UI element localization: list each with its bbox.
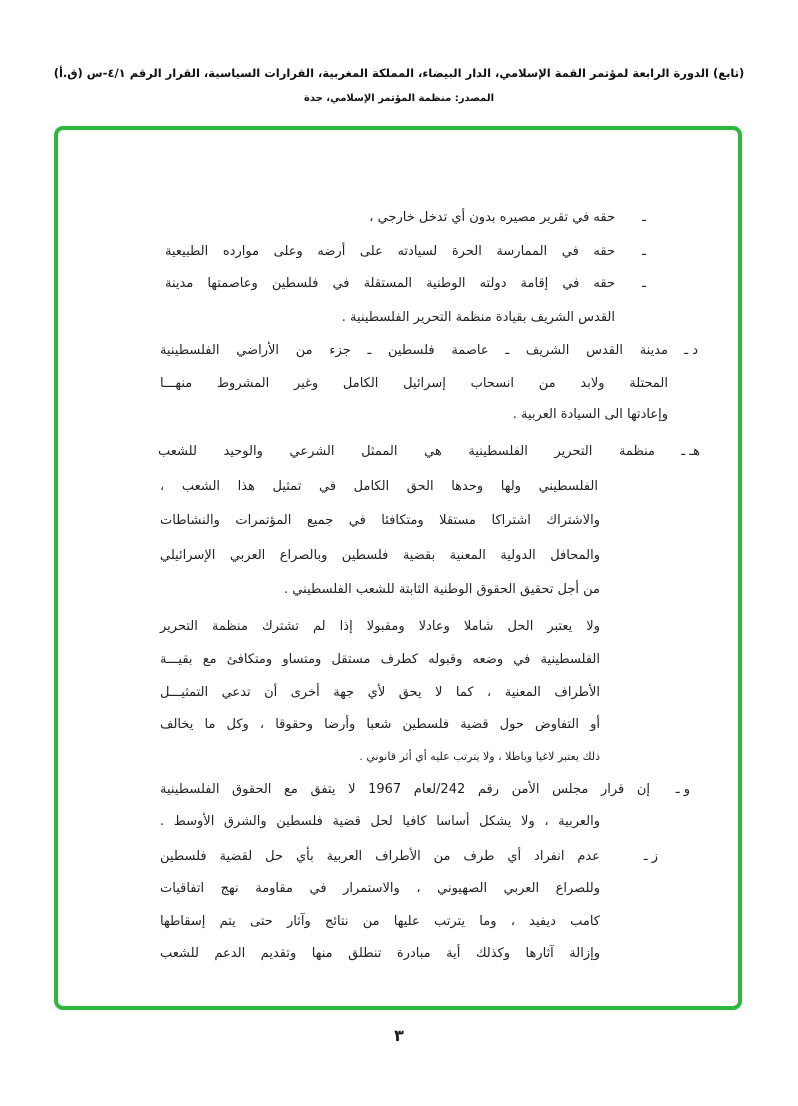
document-header-title: (تابع) الدورة الرابعة لمؤتمر القمة الإسلامي، الدار البيضاء، المملكة المغربية، القرارات السياسية، القرار الرقم ٤/١-س (ق.أ) [53,66,745,80]
text-line: مدينة القدس الشريف ـ عاصمة فلسطين ـ جزء من الأراضي الفلسطينية [160,343,668,358]
bullet-marker: ـ [642,210,646,225]
text-line: الأطراف المعنية ، كما لا يحق لأي جهة أخرى أن تدعي التمثيـــل [160,685,600,700]
bullet-marker: ـ [642,276,646,291]
section-marker-ha: هـ ـ [681,444,700,459]
text-line: الفلسطينية في وضعه وقبوله كطرف مستقل ومتساو ومتكافئ مع بقيـــة [160,652,600,667]
section-marker-zay: ز ـ [643,849,658,864]
text-line: منظمة التحرير الفلسطينية هي الممثل الشرعي والوحيد للشعب [158,444,655,459]
text-line: ولا يعتبر الحل شاملا وعادلا ومقبولا إذا لم تشترك منظمة التحرير [160,619,600,634]
section-marker-waw: و ـ [675,782,690,797]
text-line: أو التفاوض حول قضية فلسطين شعبا وأرضا وحقوقا ، وكل ما يخالف [160,717,600,732]
text-line: ذلك يعتبر لاغيا وباطلا ، ولا يترتب عليه أي أثر قانوني . [359,750,600,763]
text-line: المحتلة ولابد من انسحاب إسرائيل الكامل وغير المشروط منهـــا [160,376,668,391]
page-number: ٣ [394,1026,404,1045]
text-line: والمحافل الدولية المعنية بقضية فلسطين وبالصراع العربي الإسرائيلي [160,548,600,563]
text-line: كامب ديفيد ، وما يترتب عليها من نتائج وآثار حتى يتم إسقاطها [160,914,600,929]
text-line: حقه في إقامة دولته الوطنية المستقلة في فلسطين وعاصمتها مدينة [165,276,615,291]
text-line: من أجل تحقيق الحقوق الوطنية الثابتة للشعب الفلسطيني . [284,582,600,597]
text-line: عدم انفراد أي طرف من الأطراف العربية بأي حل لقضية فلسطين [160,849,600,864]
text-line: وإعادتها الى السيادة العربية . [512,407,668,422]
text-line: القدس الشريف بقيادة منظمة التحرير الفلسطينية . [341,310,615,325]
text-line: والعربية ، ولا يشكل أساسا كافيا لحل قضية فلسطين والشرق الأوسط . [160,814,600,829]
text-line: إن قرار مجلس الأمن رقم 242/لعام 1967 لا يتفق مع الحقوق الفلسطينية [160,782,650,797]
text-line: الفلسطيني ولها وحدها الحق الكامل في تمثيل هذا الشعب ، [160,479,598,494]
text-line: وللصراع العربي الصهيوني ، والاستمرار في مقاومة نهج اتفاقيات [160,881,600,896]
text-line: وإزالة آثارها وكذلك أية مبادرة تنطلق منها وتقديم الدعم للشعب [160,946,600,961]
text-line: والاشتراك اشتراكا مستقلا ومتكافئا في جميع المؤتمرات والنشاطات [160,513,600,528]
text-line: حقه في الممارسة الحرة لسيادته على أرضه وعلى موارده الطبيعية [165,244,615,259]
document-header-source: المصدر: منظمة المؤتمر الإسلامي، جدة [303,93,495,104]
section-marker-dal: د ـ [684,343,698,358]
bullet-marker: ـ [642,244,646,259]
text-line: حقه في تقرير مصيره بدون أي تدخل خارجي ، [369,210,615,225]
